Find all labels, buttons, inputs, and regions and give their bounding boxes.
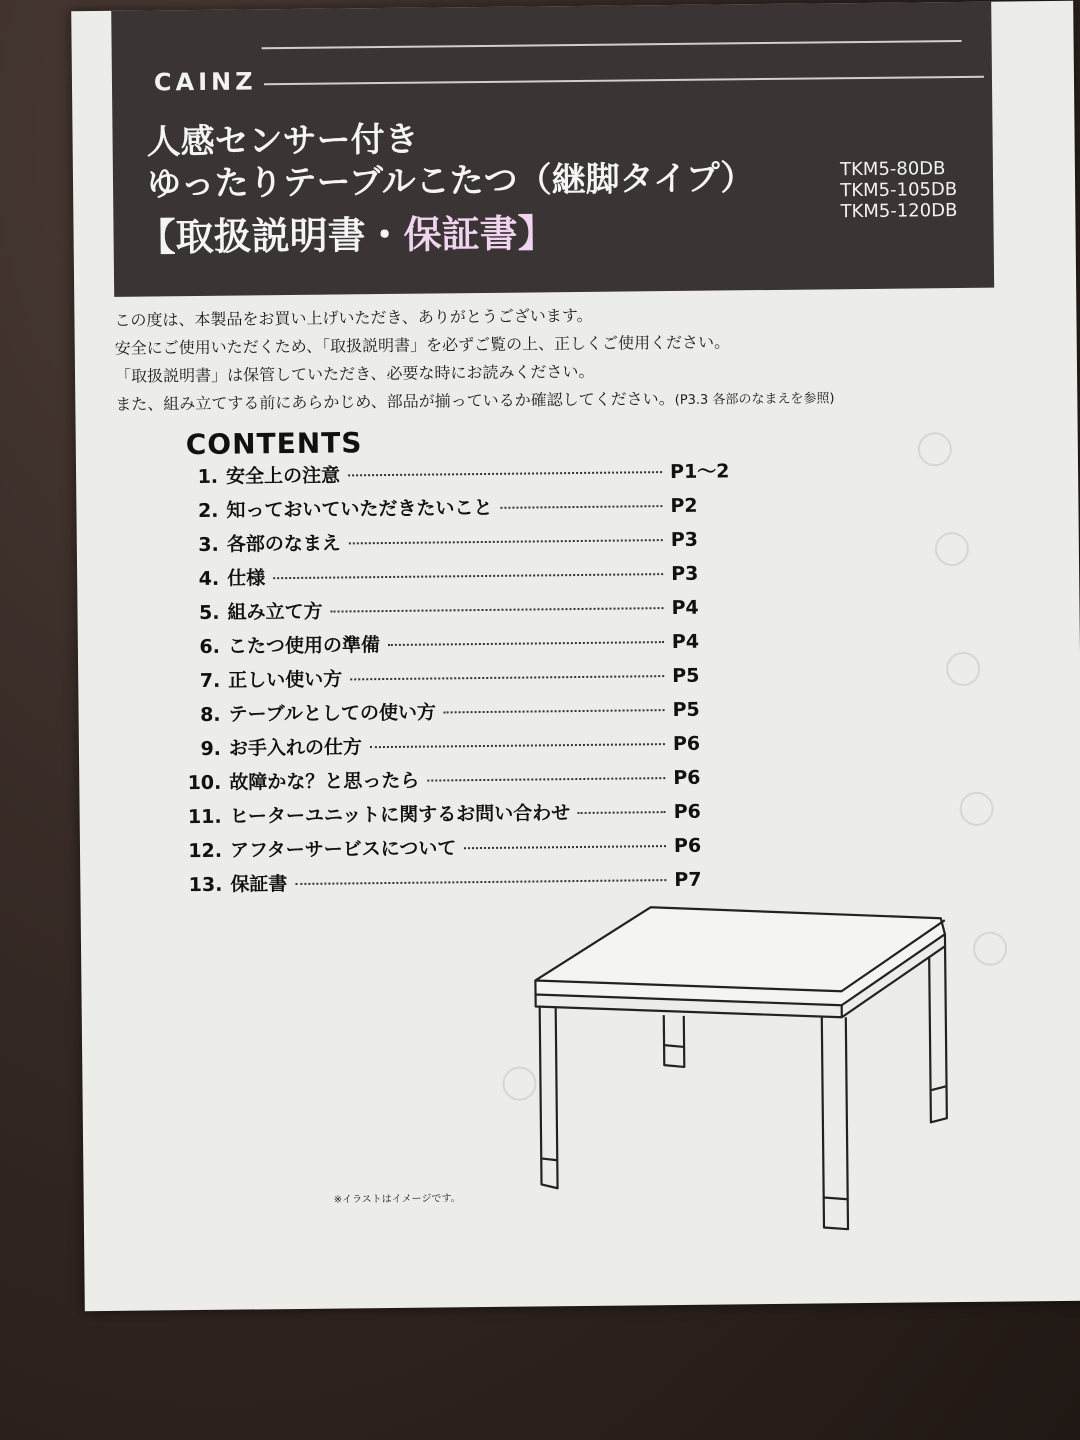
toc-leader: [427, 777, 665, 781]
toc-leader: [350, 675, 664, 680]
toc-page: P5: [672, 698, 700, 722]
toc-page: P6: [673, 766, 701, 790]
toc-label: 各部のなまえ: [226, 532, 341, 556]
toc-leader: [500, 505, 662, 509]
toc-leader: [331, 607, 664, 612]
showthrough-mark: [935, 532, 969, 566]
toc-page: P2: [670, 494, 698, 518]
header-rule: [262, 40, 962, 49]
header-band: [111, 2, 994, 297]
toc-leader: [273, 573, 663, 579]
toc-page: P6: [673, 800, 701, 824]
toc-page: P5: [672, 664, 700, 688]
toc-leader: [388, 641, 664, 646]
toc-number: 5.: [198, 601, 220, 624]
intro-line: この度は、本製品をお買い上げいただき、ありがとうございます。: [114, 305, 593, 330]
toc-leader: [295, 879, 666, 885]
toc-leader: [444, 709, 665, 713]
toc-label: こたつ使用の準備: [227, 634, 381, 658]
toc-label: お手入れの仕方: [228, 736, 363, 760]
product-title-line2: ゆったりテーブルこたつ（継脚タイプ）: [146, 158, 755, 205]
showthrough-mark: [946, 652, 980, 686]
product-title-line1: 人感センサー付き: [146, 119, 419, 163]
toc-number: 2.: [197, 499, 219, 522]
toc-number: 13.: [188, 873, 223, 897]
toc-number: 3.: [198, 533, 219, 556]
toc-page: P6: [672, 732, 701, 756]
toc-label: 保証書: [230, 873, 288, 896]
intro-line-text: また、組み立てする前にあらかじめ、部品が揃っているか確認してください。: [115, 388, 675, 414]
toc-number: 7.: [199, 669, 221, 692]
showthrough-mark: [973, 932, 1007, 966]
showthrough-mark: [959, 792, 993, 826]
showthrough-mark: [918, 432, 952, 466]
toc-leader: [370, 743, 665, 748]
toc-number: 11.: [187, 805, 222, 829]
toc-label: ヒーターユニットに関するお問い合わせ: [229, 802, 571, 828]
manual-page: [71, 1, 1080, 1311]
toc-page: P4: [671, 630, 700, 654]
toc-label: 組み立て方: [227, 600, 323, 624]
model-number: TKM5-105DB: [840, 179, 958, 202]
kotatsu-table-illustration: [520, 890, 964, 1235]
toc-leader: [464, 845, 666, 849]
toc-label: 正しい使い方: [228, 668, 343, 692]
toc-number: 12.: [188, 839, 223, 863]
toc-label: テーブルとしての使い方: [228, 701, 436, 726]
contents-heading: CONTENTS: [185, 426, 363, 462]
toc-number: 8.: [200, 703, 221, 726]
toc-number: 1.: [197, 465, 219, 488]
toc-page: P7: [674, 868, 702, 892]
toc-label: 仕様: [227, 567, 266, 590]
model-list: [840, 158, 957, 222]
toc-number: 4.: [198, 567, 220, 590]
toc-page: P6: [673, 834, 702, 858]
toc-number: 9.: [200, 737, 222, 760]
toc-label: 故障かな？と思ったら: [229, 769, 420, 794]
toc-page: P3: [671, 562, 699, 586]
model-number: TKM5-80DB: [839, 158, 946, 181]
toc-page: P4: [671, 596, 699, 620]
illustration-note: ※イラストはイメージです。: [333, 1193, 461, 1206]
intro-line: 安全にご使用いただくため、「取扱説明書」を必ずご覧の上、正しくご使用ください。: [114, 332, 731, 358]
toc-label: アフターサービスについて: [229, 837, 457, 862]
toc-label: 知っておいていただきたいこと: [226, 496, 493, 522]
intro-line-note: (P3.3 各部のなまえを参照): [674, 391, 835, 408]
subtitle-prefix: 【取扱説明書・: [137, 212, 404, 260]
toc-page: P1～2: [669, 460, 730, 484]
toc-number: 10.: [187, 771, 222, 795]
intro-line: 「取扱説明書」は保管していただき、必要な時にお読みください。: [114, 361, 595, 386]
subtitle-highlight: 保証書】: [403, 211, 556, 257]
toc-page: P3: [670, 528, 699, 552]
intro-text: [114, 298, 975, 421]
toc-number: 6.: [199, 635, 220, 658]
toc-leader: [578, 811, 666, 814]
document-subtitle: [137, 202, 556, 261]
toc-leader: [348, 471, 662, 476]
brand-logo: CAINZ: [153, 67, 257, 97]
toc-row: [173, 558, 733, 598]
model-number: TKM5-120DB: [840, 200, 958, 223]
table-of-contents: [172, 456, 737, 904]
toc-leader: [349, 539, 663, 544]
brand-rule: [264, 76, 984, 86]
toc-label: 安全上の注意: [225, 464, 341, 488]
